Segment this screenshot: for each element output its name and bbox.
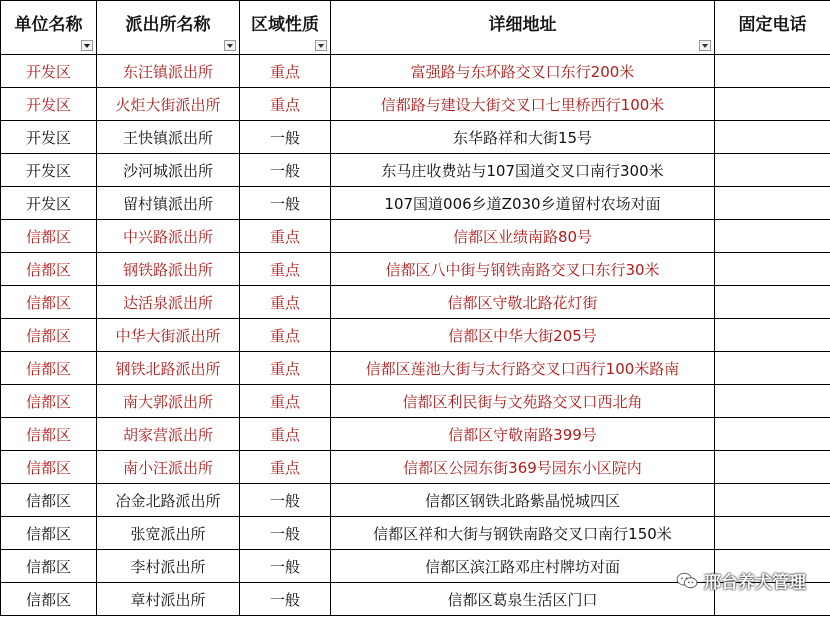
- cell-phone[interactable]: [715, 319, 830, 352]
- cell-phone[interactable]: [715, 253, 830, 286]
- cell-station[interactable]: 钢铁北路派出所: [97, 352, 240, 385]
- table-row: [1, 121, 830, 154]
- cell-station[interactable]: 南大郭派出所: [97, 385, 240, 418]
- cell-unit[interactable]: 信都区: [1, 484, 97, 517]
- cell-unit[interactable]: 信都区: [1, 418, 97, 451]
- cell-unit[interactable]: 信都区: [1, 220, 97, 253]
- cell-station[interactable]: 章村派出所: [97, 583, 240, 616]
- cell-address[interactable]: 信都区守敬北路花灯街: [331, 286, 715, 319]
- cell-phone[interactable]: [715, 451, 830, 484]
- cell-address[interactable]: 富强路与东环路交叉口东行200米: [331, 55, 715, 88]
- cell-phone[interactable]: [715, 55, 830, 88]
- cell-address[interactable]: 107国道006乡道Z030乡道留村农场对面: [331, 187, 715, 220]
- cell-type[interactable]: 重点: [240, 55, 331, 88]
- cell-unit[interactable]: 信都区: [1, 253, 97, 286]
- cell-address[interactable]: 信都区利民街与文苑路交叉口西北角: [331, 385, 715, 418]
- cell-unit[interactable]: 信都区: [1, 583, 97, 616]
- cell-phone[interactable]: [715, 121, 830, 154]
- cell-address[interactable]: 信都区八中街与钢铁南路交叉口东行30米: [331, 253, 715, 286]
- cell-phone[interactable]: [715, 385, 830, 418]
- cell-address[interactable]: 信都区业绩南路80号: [331, 220, 715, 253]
- table-row: [1, 484, 830, 517]
- table-row: [1, 352, 830, 385]
- cell-station[interactable]: 钢铁路派出所: [97, 253, 240, 286]
- table-row: [1, 187, 830, 220]
- cell-address[interactable]: 信都路与建设大街交叉口七里桥西行100米: [331, 88, 715, 121]
- table-row: [1, 55, 830, 88]
- filter-dropdown-icon[interactable]: [224, 40, 236, 51]
- header-label: 单位名称: [14, 15, 83, 35]
- cell-station[interactable]: 达活泉派出所: [97, 286, 240, 319]
- cell-type[interactable]: 一般: [240, 121, 331, 154]
- cell-address[interactable]: 信都区祥和大街与钢铁南路交叉口南行150米: [331, 517, 715, 550]
- table-row: [1, 385, 830, 418]
- cell-address[interactable]: 信都区中华大街205号: [331, 319, 715, 352]
- table-row: [1, 220, 830, 253]
- watermark: [676, 568, 806, 593]
- header-address[interactable]: [331, 1, 715, 55]
- table-row: [1, 154, 830, 187]
- cell-phone[interactable]: [715, 352, 830, 385]
- cell-type[interactable]: 重点: [240, 418, 331, 451]
- cell-unit[interactable]: 开发区: [1, 187, 97, 220]
- header-label: 派出所名称: [125, 15, 211, 35]
- cell-type[interactable]: 重点: [240, 220, 331, 253]
- cell-station[interactable]: 张宽派出所: [97, 517, 240, 550]
- table-row: [1, 319, 830, 352]
- cell-phone[interactable]: [715, 187, 830, 220]
- cell-station[interactable]: 李村派出所: [97, 550, 240, 583]
- header-label: 区域性质: [251, 15, 319, 35]
- cell-unit[interactable]: 开发区: [1, 121, 97, 154]
- table-row: [1, 253, 830, 286]
- cell-address[interactable]: 信都区守敬南路399号: [331, 418, 715, 451]
- cell-unit[interactable]: 信都区: [1, 385, 97, 418]
- filter-dropdown-icon[interactable]: [699, 40, 711, 51]
- cell-phone[interactable]: [715, 154, 830, 187]
- cell-type[interactable]: 一般: [240, 154, 331, 187]
- wechat-icon: [676, 572, 698, 590]
- header-label: 详细地址: [488, 15, 557, 35]
- cell-address[interactable]: 信都区莲池大街与太行路交叉口西行100米路南: [331, 352, 715, 385]
- cell-address[interactable]: 信都区葛泉生活区门口: [331, 583, 715, 616]
- cell-unit[interactable]: 信都区: [1, 451, 97, 484]
- cell-station[interactable]: 留村镇派出所: [97, 187, 240, 220]
- cell-unit[interactable]: 开发区: [1, 154, 97, 187]
- cell-type[interactable]: 一般: [240, 517, 331, 550]
- watermark-text: 邢台养犬管理: [704, 573, 806, 593]
- header-station[interactable]: [97, 1, 240, 55]
- table-row: [1, 286, 830, 319]
- cell-phone[interactable]: [715, 88, 830, 121]
- header-unit[interactable]: [1, 1, 97, 55]
- cell-station[interactable]: 东汪镇派出所: [97, 55, 240, 88]
- header-label: 固定电话: [738, 15, 807, 35]
- cell-type[interactable]: 重点: [240, 451, 331, 484]
- cell-phone[interactable]: [715, 418, 830, 451]
- table-row: [1, 418, 830, 451]
- cell-unit[interactable]: 开发区: [1, 55, 97, 88]
- cell-phone[interactable]: [715, 220, 830, 253]
- cell-unit[interactable]: 信都区: [1, 319, 97, 352]
- cell-type[interactable]: 重点: [240, 88, 331, 121]
- cell-type[interactable]: 重点: [240, 253, 331, 286]
- cell-phone[interactable]: [715, 286, 830, 319]
- cell-type[interactable]: 一般: [240, 550, 331, 583]
- cell-type[interactable]: 一般: [240, 187, 331, 220]
- filter-dropdown-icon[interactable]: [81, 40, 93, 51]
- cell-station[interactable]: 南小汪派出所: [97, 451, 240, 484]
- cell-type[interactable]: 一般: [240, 484, 331, 517]
- cell-phone[interactable]: [715, 517, 830, 550]
- cell-unit[interactable]: 信都区: [1, 517, 97, 550]
- cell-station[interactable]: 胡家营派出所: [97, 418, 240, 451]
- table-row: [1, 517, 830, 550]
- table-row: [1, 88, 830, 121]
- cell-type[interactable]: 一般: [240, 583, 331, 616]
- cell-type[interactable]: 重点: [240, 352, 331, 385]
- cell-station[interactable]: 火炬大街派出所: [97, 88, 240, 121]
- cell-unit[interactable]: 开发区: [1, 88, 97, 121]
- cell-address[interactable]: 信都区钢铁北路紫晶悦城四区: [331, 484, 715, 517]
- cell-station[interactable]: 中兴路派出所: [97, 220, 240, 253]
- cell-address[interactable]: 东华路祥和大街15号: [331, 121, 715, 154]
- cell-address[interactable]: 信都区公园东街369号园东小区院内: [331, 451, 715, 484]
- filter-dropdown-icon[interactable]: [315, 40, 327, 51]
- header-phone[interactable]: [715, 1, 830, 55]
- cell-address[interactable]: 东马庄收费站与107国道交叉口南行300米: [331, 154, 715, 187]
- cell-phone[interactable]: [715, 484, 830, 517]
- cell-unit[interactable]: 信都区: [1, 286, 97, 319]
- cell-station[interactable]: 王快镇派出所: [97, 121, 240, 154]
- cell-address[interactable]: 信都区滨江路邓庄村牌坊对面: [331, 550, 715, 583]
- table-row: [1, 451, 830, 484]
- cell-unit[interactable]: 信都区: [1, 550, 97, 583]
- cell-type[interactable]: 重点: [240, 319, 331, 352]
- header-row: [1, 1, 830, 55]
- cell-unit[interactable]: 信都区: [1, 352, 97, 385]
- cell-type[interactable]: 重点: [240, 385, 331, 418]
- header-type[interactable]: [240, 1, 331, 55]
- cell-station[interactable]: 冶金北路派出所: [97, 484, 240, 517]
- cell-type[interactable]: 重点: [240, 286, 331, 319]
- cell-station[interactable]: 中华大街派出所: [97, 319, 240, 352]
- cell-station[interactable]: 沙河城派出所: [97, 154, 240, 187]
